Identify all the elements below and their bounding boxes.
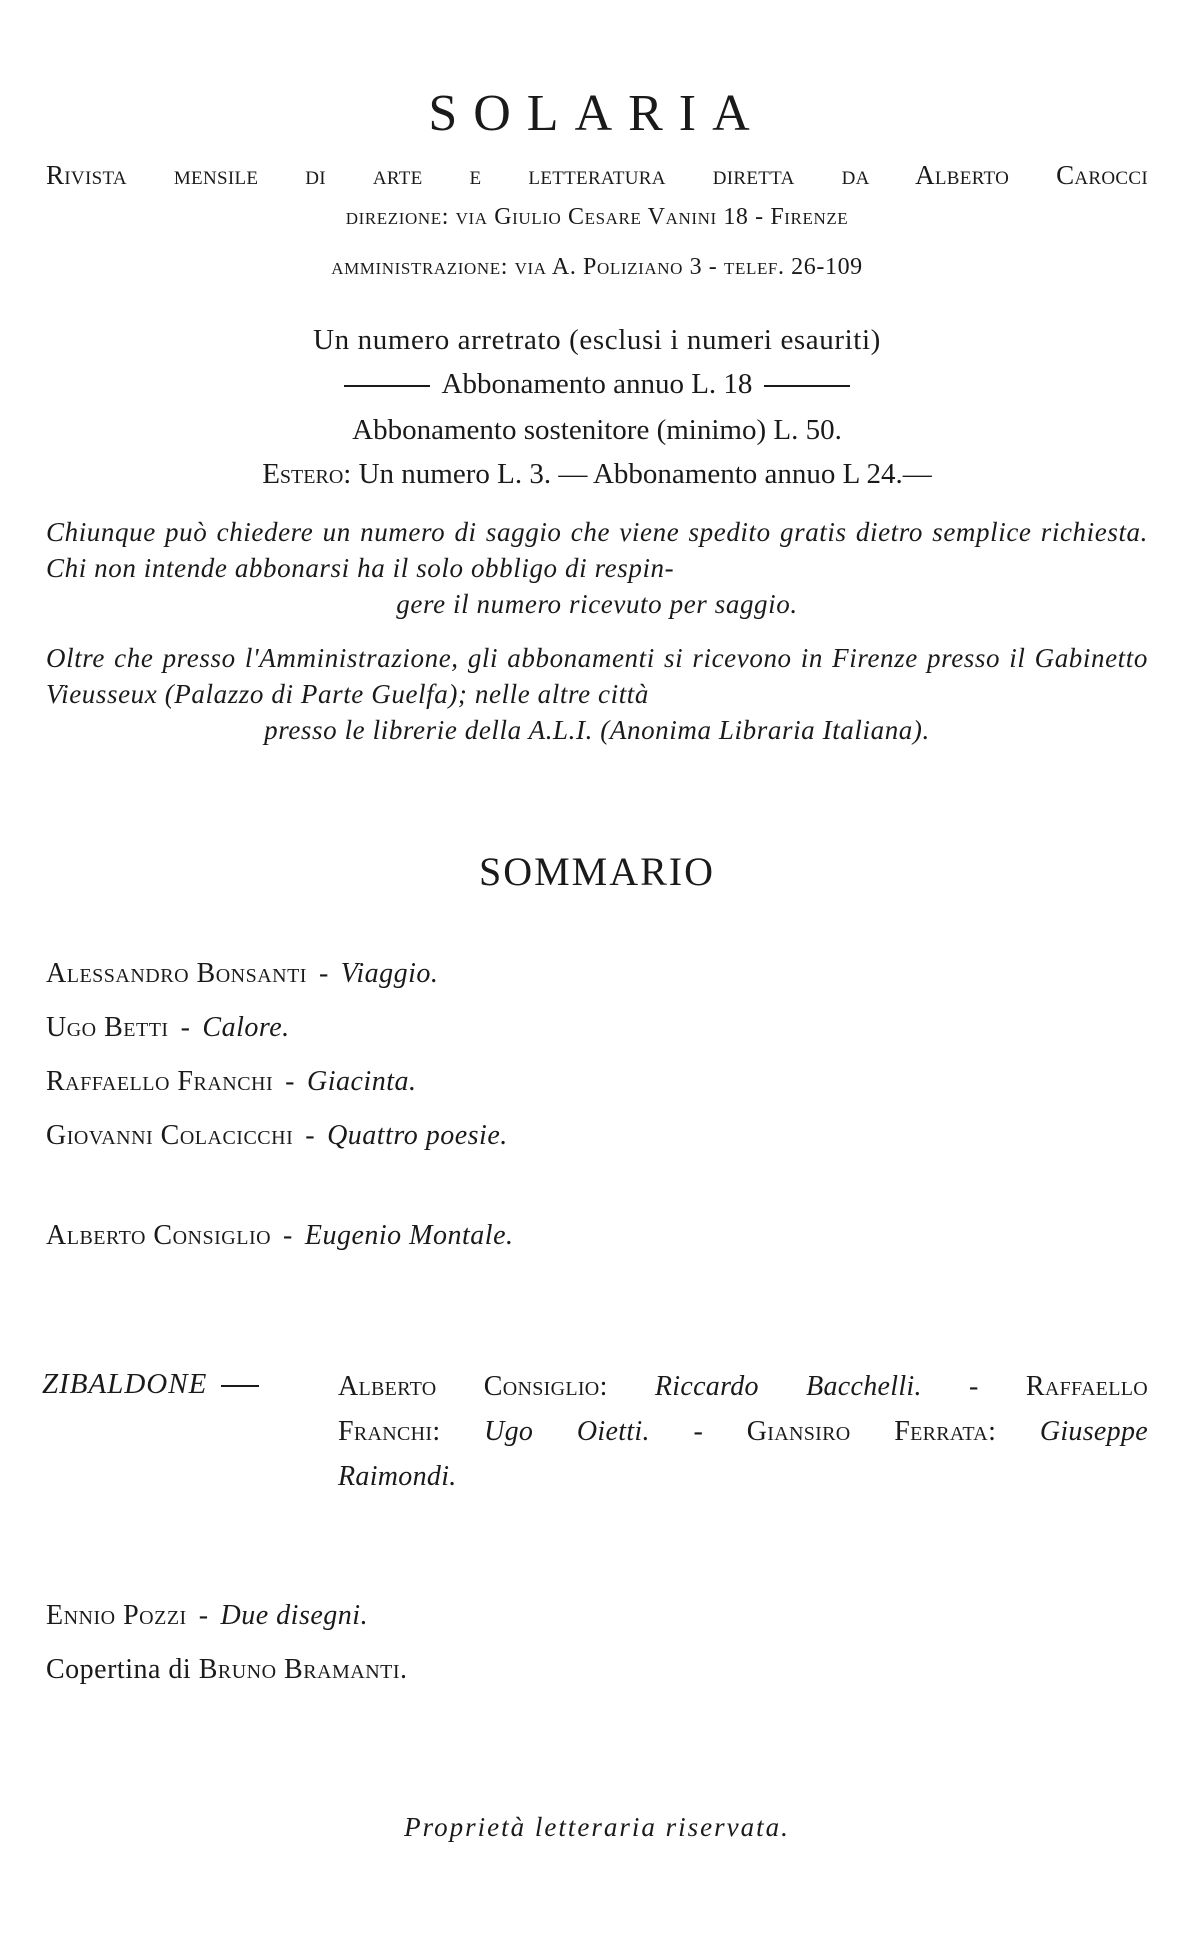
foreign-label: Estero xyxy=(262,458,344,490)
zibaldone-author: Raffaello xyxy=(1025,1371,1148,1402)
rights-notice: Proprietà letteraria riservata. xyxy=(404,1812,790,1842)
entry-work: Viaggio. xyxy=(340,958,439,989)
zibaldone-line-2: Franchi: Ugo Oietti. - Giansiro Ferrata: Giuseppe xyxy=(338,1416,1148,1447)
subscription-points-notice xyxy=(46,640,1148,748)
sample-issue-text-end: gere il numero ricevuto per saggio. xyxy=(396,589,798,619)
illustrations-credit xyxy=(46,1600,368,1632)
journal-title: SOLARIA xyxy=(428,85,766,142)
entry-work: Calore. xyxy=(202,1012,290,1043)
entry-separator: - xyxy=(305,1120,316,1151)
entry-work: Eugenio Montale. xyxy=(304,1220,514,1251)
zibaldone-work: Ugo Oietti. xyxy=(484,1416,650,1447)
administration-address: amministrazione: via A. Poliziano 3 - telef. 26-109 xyxy=(331,254,863,280)
contents-entry xyxy=(46,958,438,990)
entry-author: Alessandro Bonsanti xyxy=(46,958,307,989)
zibaldone-dash xyxy=(221,1385,259,1387)
annual-subscription-text: Abbonamento annuo L. 18 xyxy=(441,368,753,400)
journal-subtitle: Rivista mensile di arte e letteratura diretta da Alberto Carocci xyxy=(46,160,1148,190)
rule-right xyxy=(764,385,850,387)
contents-entry xyxy=(46,1120,508,1152)
zibaldone-work: Giuseppe xyxy=(1039,1416,1148,1447)
contents-heading: SOMMARIO xyxy=(478,849,716,894)
zibaldone-line-3 xyxy=(338,1454,1148,1499)
sample-issue-notice xyxy=(46,514,1148,622)
zibaldone-line-1: Alberto Consiglio: Riccardo Bacchelli. - Raffaello xyxy=(338,1371,1148,1402)
entry-author: Raffaello Franchi xyxy=(46,1066,274,1097)
contents-entry xyxy=(46,1012,290,1044)
subscription-points-text-end: presso le librerie della A.L.I. (Anonima Libraria Italiana). xyxy=(264,715,930,745)
zibaldone-author: Alberto Consiglio xyxy=(338,1371,600,1402)
entry-work: Quattro poesie. xyxy=(327,1120,508,1151)
entry-author: Alberto Consiglio xyxy=(46,1220,272,1251)
back-issue-price: Un numero arretrato (esclusi i numeri esauriti) xyxy=(313,324,881,356)
illustrator-name: Ennio Pozzi xyxy=(46,1600,187,1631)
entry-separator: - xyxy=(283,1220,293,1251)
annual-subscription xyxy=(0,368,1194,401)
rule-left xyxy=(344,385,430,387)
zibaldone-entries xyxy=(338,1364,1148,1499)
entry-separator: - xyxy=(318,958,329,989)
foreign-prices-text: : Un numero L. 3. — Abbonamento annuo L 24.— xyxy=(343,458,932,490)
cover-credit-prefix: Copertina di xyxy=(46,1654,192,1685)
foreign-prices xyxy=(0,458,1194,491)
entry-author: Ugo Betti xyxy=(46,1012,169,1043)
zibaldone-separator: - xyxy=(969,1371,979,1402)
zibaldone-separator: - xyxy=(693,1416,704,1447)
contents-entry xyxy=(46,1220,514,1252)
zibaldone-author: Giansiro Ferrata xyxy=(746,1416,989,1447)
entry-separator: - xyxy=(198,1600,209,1631)
entry-author: Giovanni Colacicchi xyxy=(46,1120,294,1151)
illustrations-title: Due disegni. xyxy=(220,1600,369,1631)
zibaldone-work: Riccardo Bacchelli. xyxy=(654,1371,922,1402)
cover-credit xyxy=(46,1654,408,1686)
zibaldone-label xyxy=(42,1368,269,1401)
zibaldone-title: ZIBALDONE xyxy=(42,1368,208,1400)
cover-artist-name: Bruno Bramanti. xyxy=(198,1654,408,1685)
zibaldone-work: Raimondi. xyxy=(338,1461,457,1492)
editorial-address: direzione: via Giulio Cesare Vanini 18 - Firenze xyxy=(345,204,849,230)
sample-issue-text: Chiunque può chiedere un numero di saggio che viene spedito gratis dietro semplice richiesta. Chi non intende abbonarsi ha il solo obbligo di respin- xyxy=(46,517,1148,583)
entry-separator: - xyxy=(285,1066,295,1097)
entry-work: Giacinta. xyxy=(307,1066,417,1097)
subscription-points-text: Oltre che presso l'Amministrazione, gli abbonamenti si ricevono in Firenze presso il Gabinetto Vieusseux (Palazzo di Parte Guelfa); nelle altre città xyxy=(46,643,1148,709)
zibaldone-author: Franchi xyxy=(338,1416,433,1447)
supporter-subscription: Abbonamento sostenitore (minimo) L. 50. xyxy=(352,414,842,446)
contents-entry xyxy=(46,1066,417,1098)
entry-separator: - xyxy=(180,1012,191,1043)
